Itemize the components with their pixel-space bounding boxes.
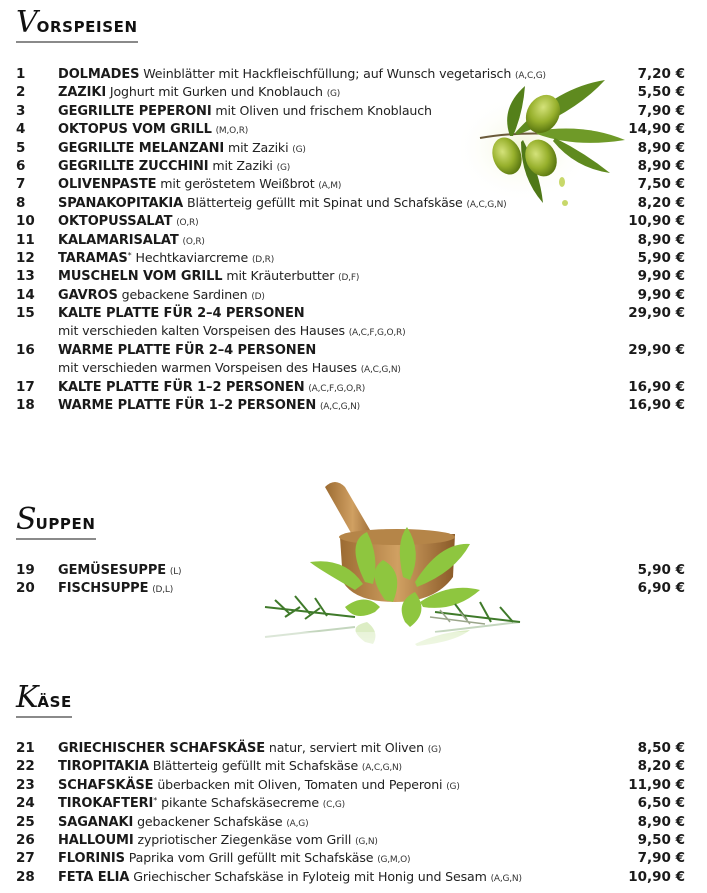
item-name: TARAMAS — [58, 250, 128, 266]
menu-item — [0, 378, 707, 396]
menu-item — [0, 212, 707, 230]
menu-item — [0, 813, 707, 831]
item-price: 9,90 € — [637, 268, 685, 285]
item-text — [58, 286, 265, 306]
item-number: 23 — [16, 776, 35, 793]
menu-item-description-line — [0, 322, 707, 340]
item-allergens: (G) — [446, 781, 460, 792]
item-description: mit verschieden warmen Vorspeisen des Hauses — [58, 360, 361, 376]
section-heading-vorspeisen — [16, 5, 138, 43]
item-description: Hechtkaviarcreme — [131, 249, 252, 265]
item-number: 18 — [16, 397, 35, 414]
item-text — [58, 757, 402, 777]
item-allergens: (A,C,G,N) — [466, 199, 507, 210]
item-price: 29,90 € — [628, 341, 685, 358]
item-name: KALAMARISALAT — [58, 232, 179, 248]
item-description: mit geröstetem Weißbrot — [156, 176, 319, 192]
item-allergens: (A,C,G,N) — [320, 402, 360, 413]
item-number: 1 — [16, 66, 26, 82]
item-name: OLIVENPASTE — [58, 177, 157, 193]
item-allergens: (A,C,G) — [515, 71, 546, 81]
item-price: 8,90 € — [637, 813, 685, 830]
item-allergens: (G) — [292, 144, 306, 155]
item-name: GRIECHISCHER SCHAFSKÄSE — [58, 741, 266, 756]
item-description: Blätterteig gefüllt mit Spinat und Schafskäse — [183, 194, 467, 210]
item-allergens: (M,O,R) — [215, 126, 249, 137]
item-name: FISCHSUPPE — [58, 581, 149, 597]
item-number: 13 — [16, 268, 35, 285]
item-number: 17 — [16, 378, 35, 395]
item-name: OKTOPUS VOM GRILL — [58, 122, 212, 138]
item-number: 8 — [16, 194, 26, 211]
item-description: gebackener Schafskäse — [133, 813, 287, 829]
item-text — [58, 175, 341, 195]
item-name: SCHAFSKÄSE — [58, 777, 154, 793]
item-text — [58, 739, 441, 759]
item-description: gebackene Sardinen — [117, 286, 252, 302]
item-allergens: (A,G,N) — [490, 873, 522, 884]
item-price: 9,50 € — [637, 831, 685, 848]
menu-item — [0, 249, 707, 267]
item-text — [58, 83, 340, 103]
item-name: FETA ELIA — [58, 869, 130, 885]
menu-item — [0, 267, 707, 285]
item-description: mit Kräuterbutter — [222, 268, 339, 284]
item-text — [58, 157, 290, 177]
item-allergens: (D,F) — [338, 273, 360, 284]
item-name: SPANAKOPITAKIA — [58, 195, 184, 211]
item-name: GEGRILLTE PEPERONI — [58, 103, 212, 119]
item-allergens: (A,M) — [318, 181, 342, 192]
menu-item — [0, 776, 707, 794]
item-price: 7,90 € — [637, 850, 685, 867]
menu-item — [0, 739, 707, 757]
item-price: 29,90 € — [628, 305, 685, 322]
item-allergens: (A,C,F,G,O,R) — [308, 383, 366, 394]
item-allergens: (C,G) — [322, 800, 345, 811]
item-number: 25 — [16, 813, 35, 830]
item-price: 10,90 € — [628, 868, 685, 885]
item-description: Blätterteig gefüllt mit Schafskäse — [148, 758, 362, 774]
item-price: 6,90 € — [637, 580, 685, 597]
item-number: 28 — [16, 868, 35, 885]
item-description: Paprika vom Grill gefüllt mit Schafskäse — [124, 850, 378, 866]
item-text — [58, 322, 405, 342]
item-name: SAGANAKI — [58, 814, 134, 830]
item-name: GEGRILLTE ZUCCHINI — [58, 158, 209, 174]
item-description: Joghurt mit Gurken und Knoblauch — [106, 84, 327, 100]
item-name: WARME PLATTE FÜR 2–4 PERSONEN — [58, 342, 317, 358]
heading-rest: ORSPEISEN — [36, 18, 138, 36]
item-name: TIROKAFTERI — [58, 796, 154, 812]
item-price: 9,90 € — [637, 286, 685, 303]
item-text — [58, 102, 432, 122]
item-text — [58, 194, 506, 214]
item-allergens: (A,G) — [286, 818, 309, 829]
item-description: mit Zaziki — [224, 139, 293, 155]
section-heading-suppen — [16, 502, 96, 540]
item-price: 6,50 € — [637, 795, 685, 812]
heading-initial: V — [16, 5, 37, 40]
item-price: 14,90 € — [628, 121, 685, 138]
item-text — [58, 212, 198, 232]
item-description: Griechischer Schafskäse in Fyloteig mit Honig und Sesam — [129, 868, 491, 884]
menu-item — [0, 849, 707, 867]
item-name: KALTE PLATTE FÜR 1–2 PERSONEN — [58, 379, 305, 395]
item-allergens: (G) — [326, 89, 341, 100]
menu-item — [0, 396, 707, 414]
olive-branch-icon — [455, 78, 635, 208]
item-number: 26 — [16, 831, 35, 848]
item-number: 11 — [16, 231, 35, 248]
item-name: GEGRILLTE MELANZANI — [58, 140, 225, 156]
item-text — [58, 776, 460, 796]
item-text — [58, 378, 365, 398]
item-text — [58, 231, 205, 251]
item-allergens: (G,M,O) — [377, 855, 411, 866]
item-description: Weinblätter mit Hackfleischfüllung; auf Wunsch vegetarisch — [139, 66, 516, 81]
item-allergens: (A,C,G,N) — [360, 365, 401, 376]
item-price: 10,90 € — [628, 213, 685, 230]
item-text — [58, 359, 401, 379]
item-number: 2 — [16, 84, 26, 101]
item-description: mit verschieden kalten Vorspeisen des Hauses — [58, 323, 349, 339]
item-number: 22 — [16, 758, 35, 775]
item-text — [58, 341, 316, 361]
item-description: mit Zaziki — [208, 157, 277, 173]
item-text — [58, 396, 360, 416]
heading-initial: K — [16, 680, 38, 715]
item-text — [58, 868, 522, 888]
item-price: 5,50 € — [637, 84, 685, 101]
menu-item — [0, 868, 707, 886]
item-allergens: (L) — [169, 567, 182, 577]
item-text — [58, 794, 345, 814]
item-allergens: (O,R) — [176, 218, 199, 229]
item-price: 8,90 € — [637, 139, 685, 156]
item-name: MUSCHELN VOM GRILL — [58, 269, 223, 285]
item-price: 8,20 € — [637, 194, 685, 211]
item-number: 6 — [16, 157, 26, 174]
menu-item — [0, 231, 707, 249]
item-description: überbacken mit Oliven, Tomaten und Peperoni — [153, 776, 447, 792]
item-number: 12 — [16, 249, 35, 266]
item-allergens: (G,N) — [355, 836, 378, 847]
menu-item — [0, 304, 707, 322]
item-description: mit Oliven und frischem Knoblauch — [211, 102, 432, 118]
item-number: 14 — [16, 286, 35, 303]
item-price: 8,20 € — [637, 758, 685, 775]
item-number: 15 — [16, 305, 35, 322]
item-description: natur, serviert mit Oliven — [265, 740, 428, 755]
item-number: 21 — [16, 740, 35, 756]
item-price: 8,50 € — [637, 740, 685, 756]
item-name: FLORINIS — [58, 851, 125, 867]
item-description: pikante Schafskäsecreme — [157, 795, 323, 811]
item-allergens: (D,R) — [251, 254, 275, 265]
menu-item — [0, 341, 707, 359]
item-number: 3 — [16, 102, 26, 119]
item-star-marker: * — [153, 796, 158, 806]
menu-list-kaese — [0, 739, 707, 886]
item-price: 8,90 € — [637, 231, 685, 248]
item-text — [58, 849, 410, 869]
item-number: 19 — [16, 562, 35, 578]
item-price: 7,50 € — [637, 176, 685, 193]
item-name: TIROPITAKIA — [58, 759, 149, 775]
item-name: DOLMADES — [58, 67, 140, 82]
item-text — [58, 831, 378, 851]
item-price: 7,90 € — [637, 102, 685, 119]
menu-item — [0, 757, 707, 775]
item-text — [58, 267, 359, 287]
menu-item — [0, 831, 707, 849]
item-number: 4 — [16, 121, 26, 138]
item-number: 24 — [16, 795, 35, 812]
item-name: KALTE PLATTE FÜR 2–4 PERSONEN — [58, 306, 305, 322]
item-text — [58, 249, 274, 269]
item-allergens: (A,C,F,G,O,R) — [348, 328, 406, 339]
menu-item — [0, 794, 707, 812]
item-name: OKTOPUSSALAT — [58, 214, 173, 230]
item-star-marker: * — [127, 250, 132, 260]
item-number: 20 — [16, 580, 35, 597]
item-price: 8,90 € — [637, 157, 685, 174]
item-allergens: (G) — [427, 745, 442, 755]
mortar-herbs-icon — [255, 472, 530, 687]
item-name: ZAZIKI — [58, 85, 107, 101]
item-allergens: (D) — [251, 291, 265, 302]
section-heading-kaese — [16, 680, 72, 718]
item-name: HALLOUMI — [58, 832, 134, 848]
item-allergens: (G) — [276, 162, 291, 173]
menu-item-description-line — [0, 359, 707, 377]
item-number: 10 — [16, 213, 35, 230]
item-price: 16,90 € — [628, 397, 685, 414]
item-text — [58, 813, 308, 833]
item-price: 11,90 € — [628, 776, 685, 793]
item-name: GAVROS — [58, 287, 118, 303]
heading-rest: ÄSE — [37, 693, 72, 711]
item-number: 7 — [16, 176, 26, 193]
item-text — [58, 304, 305, 324]
item-allergens: (A,C,G,N) — [361, 763, 402, 774]
item-text — [58, 579, 173, 599]
item-text — [58, 139, 306, 159]
menu-item — [0, 286, 707, 304]
item-allergens: (O,R) — [182, 236, 205, 247]
heading-rest: UPPEN — [35, 515, 96, 533]
item-number: 5 — [16, 139, 26, 156]
item-price: 16,90 € — [628, 378, 685, 395]
heading-initial: S — [16, 502, 36, 537]
item-price: 5,90 € — [637, 562, 685, 578]
item-description: zypriotischer Ziegenkäse vom Grill — [133, 831, 356, 847]
item-name: GEMÜSESUPPE — [58, 563, 167, 578]
item-allergens: (D,L) — [152, 585, 174, 596]
item-text — [58, 561, 181, 581]
item-number: 16 — [16, 341, 35, 358]
item-name: WARME PLATTE FÜR 1–2 PERSONEN — [58, 398, 317, 414]
item-price: 7,20 € — [637, 66, 685, 82]
item-price: 5,90 € — [637, 249, 685, 266]
item-number: 27 — [16, 850, 35, 867]
item-text — [58, 120, 248, 140]
